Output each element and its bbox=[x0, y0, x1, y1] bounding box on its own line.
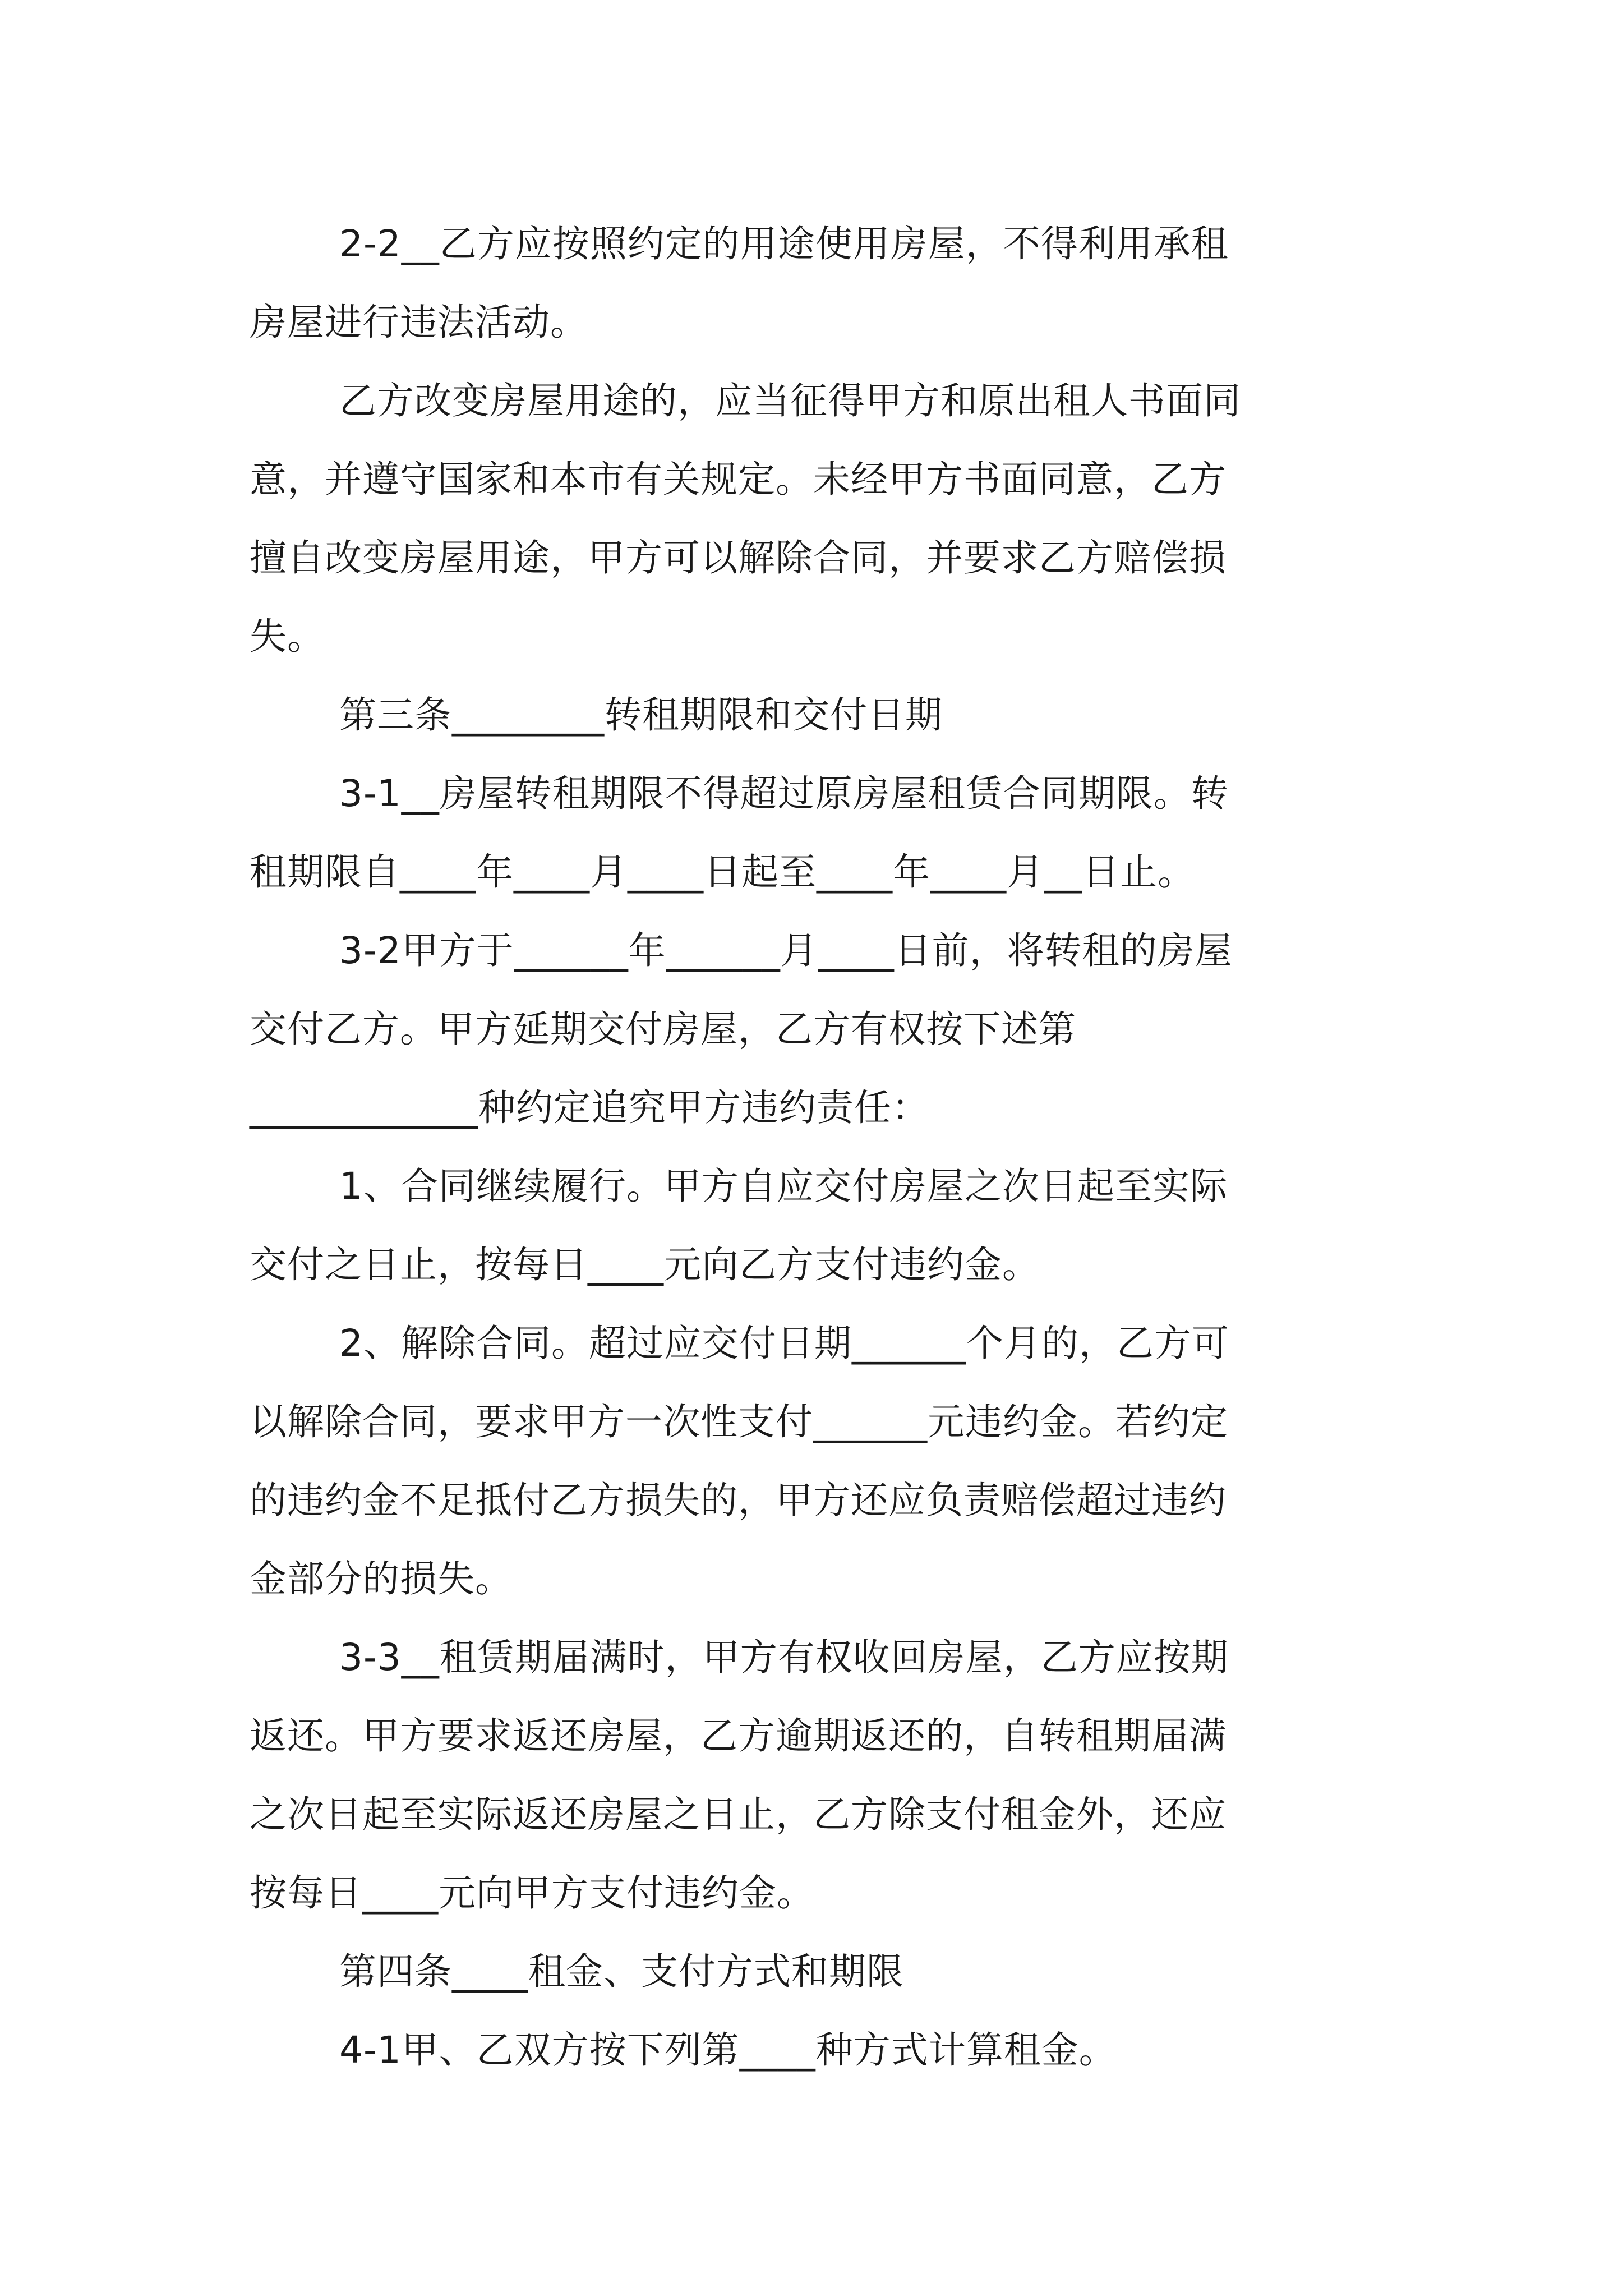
text-line: 金部分的损失。 bbox=[250, 1557, 513, 1600]
text-line: 2、解除合同。超过应交付日期______个月的，乙方可 bbox=[339, 1322, 1229, 1365]
text-line: 意，并遵守国家和本市有关规定。未经甲方书面同意，乙方 bbox=[250, 458, 1227, 501]
text-line: 交付乙方。甲方延期交付房屋，乙方有权按下述第 bbox=[250, 1007, 1076, 1051]
section-heading: 第三条________转租期限和交付日期 bbox=[339, 693, 943, 737]
text-line: 4-1甲、乙双方按下列第____种方式计算租金。 bbox=[339, 2028, 1117, 2072]
text-line: 之次日起至实际返还房屋之日止，乙方除支付租金外，还应 bbox=[250, 1793, 1227, 1836]
text-line: 返还。甲方要求返还房屋，乙方逾期返还的，自转租期届满 bbox=[250, 1714, 1227, 1757]
text-line: 擅自改变房屋用途，甲方可以解除合同，并要求乙方赔偿损 bbox=[250, 536, 1227, 579]
text-line: 以解除合同，要求甲方一次性支付______元违约金。若约定 bbox=[250, 1400, 1228, 1443]
text-line: 3-3__租赁期届满时，甲方有权收回房屋，乙方应按期 bbox=[339, 1636, 1229, 1679]
text-line: 乙方改变房屋用途的，应当征得甲方和原出租人书面同 bbox=[339, 379, 1241, 422]
section-heading: 第四条____租金、支付方式和期限 bbox=[339, 1950, 904, 1993]
text-line: 房屋进行违法活动。 bbox=[250, 301, 588, 344]
text-line: 交付之日止，按每日____元向乙方支付违约金。 bbox=[250, 1243, 1040, 1286]
text-line: ____________种约定追究甲方违约责任： bbox=[250, 1086, 929, 1129]
text-line: 的违约金不足抵付乙方损失的，甲方还应负责赔偿超过违约 bbox=[250, 1479, 1227, 1522]
text-line: 3-1__房屋转租期限不得超过原房屋租赁合同期限。转 bbox=[339, 772, 1229, 815]
text-line: 按每日____元向甲方支付违约金。 bbox=[250, 1871, 814, 1915]
text-line: 3-2甲方于______年______月____日前，将转租的房屋 bbox=[339, 929, 1233, 972]
text-line: 失。 bbox=[250, 615, 325, 658]
text-line: 租期限自____年____月____日起至____年____月__日止。 bbox=[250, 850, 1195, 894]
text-line: 2-2__乙方应按照约定的用途使用房屋，不得利用承租 bbox=[339, 222, 1229, 265]
text-line: 1、合同继续履行。甲方自应交付房屋之次日起至实际 bbox=[339, 1165, 1228, 1208]
